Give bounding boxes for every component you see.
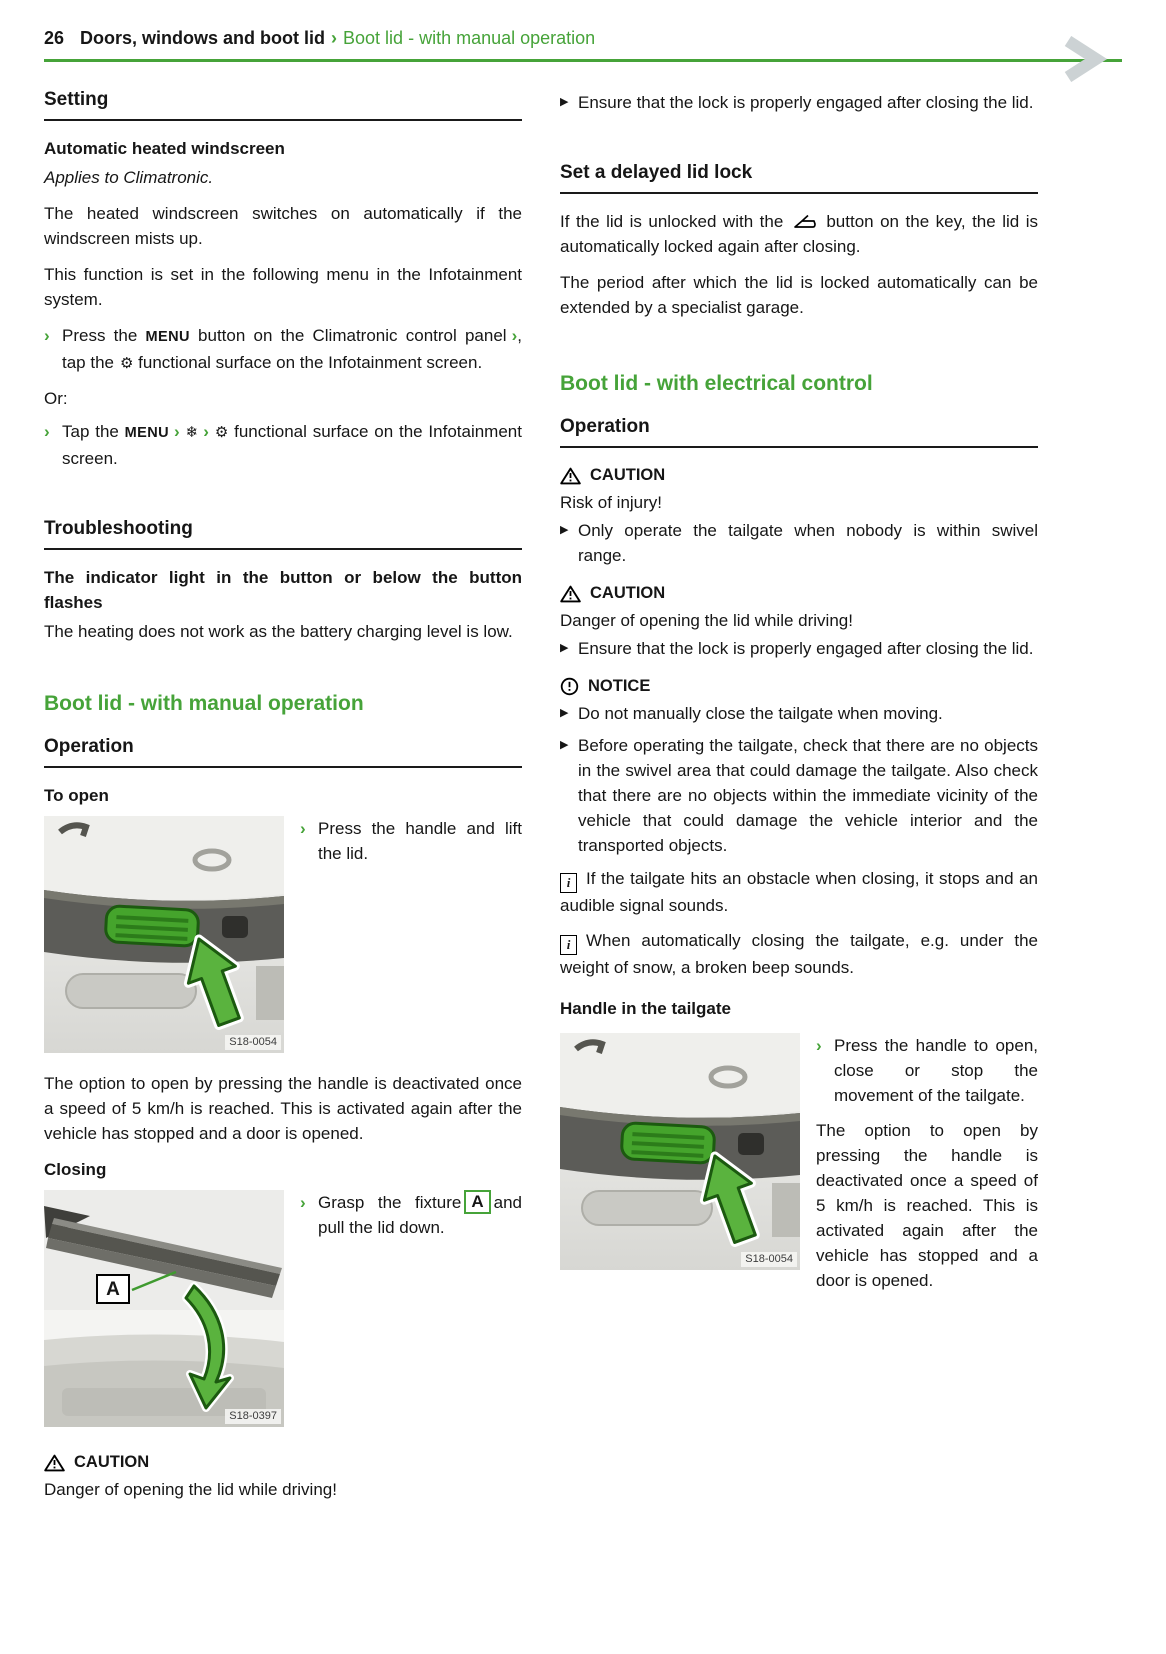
instruction-step bbox=[300, 1190, 522, 1240]
warning-triangle-icon bbox=[44, 1454, 65, 1472]
step-text: Grasp the fixture bbox=[318, 1193, 462, 1212]
bullet-text: Only operate the tailgate when nobody is within swivel range. bbox=[578, 521, 1038, 565]
breadcrumb bbox=[44, 26, 1122, 50]
caution-header bbox=[44, 1450, 522, 1475]
menu-button-label: MENU bbox=[124, 425, 169, 441]
caution-text: Danger of opening the lid while driving! bbox=[560, 611, 853, 630]
paragraph-text: If the lid is unlocked with the bbox=[560, 212, 784, 231]
bullet-text: Ensure that the lock is properly engaged after closing the lid. bbox=[578, 93, 1034, 112]
figure-caption: S18-0054 bbox=[225, 1035, 281, 1050]
step-chevron-icon: › bbox=[300, 1193, 306, 1212]
step-chevron-icon: › bbox=[300, 819, 306, 838]
caution-label: CAUTION bbox=[590, 466, 666, 484]
left-column bbox=[44, 88, 522, 1505]
info-icon: i bbox=[560, 873, 577, 893]
step-chevron-icon: › bbox=[44, 326, 50, 345]
step-text: Tap the bbox=[62, 422, 125, 441]
step-text: functional surface on the Infotainment screen. bbox=[62, 422, 522, 468]
figure-block-handle bbox=[560, 1033, 1038, 1304]
breadcrumb-section: Doors, windows and boot lid bbox=[80, 28, 326, 48]
page-header bbox=[0, 0, 1166, 62]
operation-heading: Operation bbox=[560, 415, 1038, 448]
step-text: , tap the bbox=[62, 326, 522, 372]
boot-release-button-icon bbox=[793, 214, 817, 229]
instruction-step bbox=[300, 816, 522, 866]
handle-note: The option to open by pressing the handle is deactivated once a speed of 5 km/h is reached. This is activated again after the vehicle has stopped and a door is opened. bbox=[816, 1121, 1038, 1290]
chevron-icon: › bbox=[203, 422, 209, 441]
step-text: button on the Climatronic control panel bbox=[189, 326, 507, 345]
figure-caption: S18-0054 bbox=[741, 1252, 797, 1267]
step-text: Press the bbox=[62, 326, 146, 345]
breadcrumb-separator-icon: › bbox=[331, 28, 338, 48]
manual-operation-heading: Boot lid - with manual operation bbox=[44, 692, 364, 715]
triangle-bullet bbox=[560, 733, 1038, 858]
applies-note: Applies to Climatronic. bbox=[44, 168, 214, 187]
boot-lid-handle-photo bbox=[44, 816, 284, 1053]
bullet-text: Do not manually close the tailgate when moving. bbox=[578, 704, 943, 723]
delayed-lock-heading: Set a delayed lid lock bbox=[560, 161, 1038, 194]
paragraph: The period after which the lid is locked automatically can be extended by a specialist garage. bbox=[560, 273, 1038, 317]
open-note: The option to open by pressing the handle is deactivated once a speed of 5 km/h is reached. This is activated again after the vehicle has stopped and a door is opened. bbox=[44, 1074, 522, 1143]
instruction-step bbox=[816, 1033, 1038, 1108]
notice-header bbox=[560, 674, 1038, 699]
right-column bbox=[560, 88, 1038, 1505]
auto-windscreen-title: Automatic heated windscreen bbox=[44, 139, 285, 158]
page-number: 26 bbox=[44, 28, 65, 48]
info-text: If the tailgate hits an obstacle when closing, it stops and an audible signal sounds. bbox=[560, 869, 1038, 915]
caution-header bbox=[560, 463, 1038, 488]
or-text: Or: bbox=[44, 389, 68, 408]
caution-label: CAUTION bbox=[590, 584, 666, 602]
functional-surface-icon: ⚙ bbox=[120, 355, 134, 372]
info-text: When automatically closing the tailgate, e.g. under the weight of snow, a broken beep sounds. bbox=[560, 931, 1038, 977]
triangle-bullet bbox=[560, 90, 1038, 115]
content-columns bbox=[0, 62, 1166, 1505]
troubleshooting-heading: Troubleshooting bbox=[44, 517, 522, 550]
caution-header bbox=[560, 581, 1038, 606]
instruction-step bbox=[44, 419, 522, 471]
triangle-bullet-icon: ▶ bbox=[560, 707, 569, 719]
triangle-bullet bbox=[560, 701, 1038, 726]
boot-lid-handle-illustration bbox=[44, 816, 284, 1053]
handle-in-tailgate-title: Handle in the tailgate bbox=[560, 999, 731, 1018]
setting-heading: Setting bbox=[44, 88, 522, 121]
warning-triangle-icon bbox=[560, 585, 581, 603]
to-open-title: To open bbox=[44, 786, 109, 805]
header-chevron-icon bbox=[1060, 36, 1130, 82]
bullet-text: Ensure that the lock is properly engaged after closing the lid. bbox=[578, 639, 1034, 658]
triangle-bullet-icon: ▶ bbox=[560, 739, 569, 751]
operation-heading: Operation bbox=[44, 735, 522, 768]
instruction-step bbox=[44, 323, 522, 376]
breadcrumb-subsection: Boot lid - with manual operation bbox=[343, 28, 596, 48]
paragraph bbox=[560, 209, 1038, 259]
paragraph-text: button on the key, the lid is automatically locked again after closing. bbox=[560, 212, 1038, 256]
triangle-bullet-icon: ▶ bbox=[560, 642, 569, 654]
triangle-bullet bbox=[560, 518, 1038, 568]
figure-label-a: A bbox=[96, 1274, 130, 1304]
closing-title: Closing bbox=[44, 1160, 107, 1179]
tailgate-handle-photo bbox=[560, 1033, 800, 1270]
warning-triangle-icon bbox=[560, 467, 581, 485]
boot-lid-closing-photo bbox=[44, 1190, 284, 1427]
paragraph: The heated windscreen switches on automatically if the windscreen mists up. bbox=[44, 204, 522, 248]
issue-text: The heating does not work as the battery charging level is low. bbox=[44, 622, 513, 641]
step-chevron-icon: › bbox=[44, 422, 50, 441]
tailgate-handle-illustration bbox=[560, 1033, 800, 1270]
menu-button-label: MENU bbox=[145, 329, 190, 345]
notice-circle-icon bbox=[560, 677, 579, 696]
figure-block-open bbox=[44, 816, 522, 1146]
caution-text: Danger of opening the lid while driving! bbox=[44, 1480, 337, 1499]
boot-lid-closing-illustration bbox=[44, 1190, 284, 1427]
header-rule bbox=[44, 59, 1122, 62]
step-chevron-icon: › bbox=[816, 1036, 822, 1055]
info-note bbox=[560, 928, 1038, 980]
chevron-icon: › bbox=[173, 422, 180, 441]
step-text: Press the handle to open, close or stop the movement of the tailgate. bbox=[834, 1036, 1038, 1105]
step-text: and pull the lid down. bbox=[318, 1193, 522, 1237]
paragraph: This function is set in the following menu in the Infotainment system. bbox=[44, 265, 522, 309]
bullet-text: Before operating the tailgate, check that there are no objects in the swivel area that could damage the tailgate. Also check that there are no objects within the immediate vicinity of the vehicle that could damage the vehicle interior and the transported objects. bbox=[578, 736, 1038, 855]
notice-label: NOTICE bbox=[588, 677, 651, 695]
snowflake-icon: ❄ bbox=[185, 424, 199, 441]
step-text: functional surface on the Infotainment screen. bbox=[133, 353, 483, 372]
info-note bbox=[560, 866, 1038, 918]
caution-label: CAUTION bbox=[74, 1453, 150, 1471]
figure-caption: S18-0397 bbox=[225, 1409, 281, 1424]
fixture-a-label: A bbox=[464, 1190, 490, 1214]
triangle-bullet bbox=[560, 636, 1038, 661]
electrical-control-heading: Boot lid - with electrical control bbox=[560, 372, 873, 395]
functional-surface-icon: ⚙ bbox=[214, 424, 229, 441]
triangle-bullet-icon: ▶ bbox=[560, 96, 569, 108]
issue-title: The indicator light in the button or below the button flashes bbox=[44, 568, 522, 612]
triangle-bullet-icon: ▶ bbox=[560, 524, 569, 536]
caution-text: Risk of injury! bbox=[560, 493, 663, 512]
step-text: Press the handle and lift the lid. bbox=[318, 819, 522, 863]
info-icon: i bbox=[560, 935, 577, 955]
figure-block-closing bbox=[44, 1190, 522, 1437]
chevron-icon: › bbox=[511, 326, 518, 345]
